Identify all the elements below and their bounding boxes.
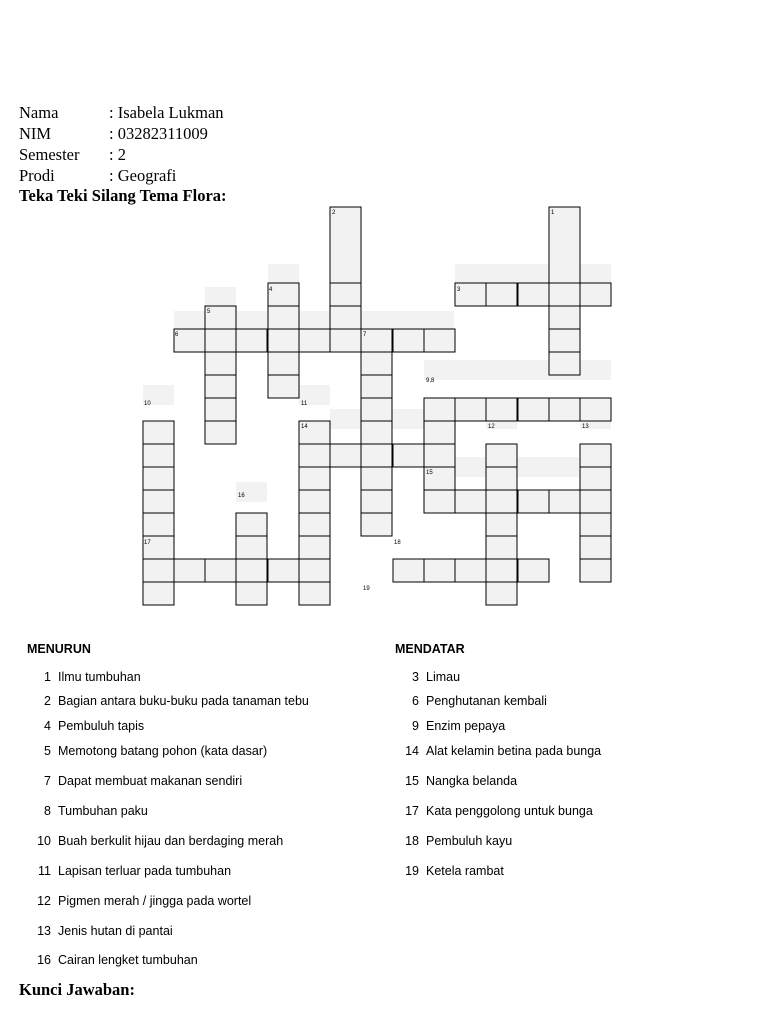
- menurun-title: MENURUN: [27, 642, 91, 656]
- grid-cell[interactable]: [580, 444, 611, 467]
- grid-number-13: 13: [582, 424, 589, 430]
- grid-number-2: 2: [332, 210, 336, 216]
- grid-cell[interactable]: [268, 329, 299, 352]
- grid-cell[interactable]: [580, 513, 611, 536]
- grid-cell[interactable]: [205, 421, 236, 444]
- grid-cell[interactable]: [486, 536, 517, 559]
- grid-cell[interactable]: [205, 398, 236, 421]
- grid-cell[interactable]: [299, 490, 330, 513]
- answer-key-heading: Kunci Jawaban:: [19, 980, 135, 999]
- clue-text: Jenis hutan di pantai: [58, 924, 173, 938]
- clue-text: Pigmen merah / jingga pada wortel: [58, 894, 252, 908]
- clue-number: 12: [37, 894, 51, 908]
- grid-cell[interactable]: [486, 467, 517, 490]
- grid-cell[interactable]: [424, 444, 455, 467]
- grid-cell[interactable]: [424, 329, 455, 352]
- grid-cell[interactable]: [299, 536, 330, 559]
- grid-cell[interactable]: [299, 329, 330, 352]
- clue-text: Buah berkulit hijau dan berdaging merah: [58, 834, 284, 848]
- grid-cell[interactable]: [549, 329, 580, 352]
- grid-cell[interactable]: [580, 490, 611, 513]
- clue-text: Ilmu tumbuhan: [58, 670, 141, 684]
- grid-cell[interactable]: [361, 513, 392, 536]
- clue-text: Pembuluh kayu: [426, 834, 513, 848]
- clue-text: Memotong batang pohon (kata dasar): [58, 744, 268, 758]
- grid-cell[interactable]: [361, 398, 392, 421]
- clue-number: 16: [37, 953, 51, 967]
- clue-number: 14: [405, 744, 419, 758]
- clue-text: Bagian antara buku-buku pada tanaman tebu: [58, 694, 309, 708]
- grid-cell[interactable]: [361, 421, 392, 444]
- nim-value: : 03282311009: [109, 124, 208, 143]
- grid-number-15: 15: [426, 470, 433, 476]
- grid-cell[interactable]: [518, 283, 549, 306]
- clue-number: 17: [405, 804, 419, 818]
- grid-number-5: 5: [207, 309, 211, 315]
- clue-number: 9: [412, 719, 419, 733]
- grid-number-4: 4: [269, 287, 273, 293]
- grid-cell[interactable]: [361, 352, 392, 375]
- grid-cell[interactable]: [486, 444, 517, 467]
- grid-cell[interactable]: [580, 559, 611, 582]
- grid-cell[interactable]: [268, 283, 299, 306]
- grid-cell[interactable]: [486, 490, 517, 513]
- clue-number: 3: [412, 670, 419, 684]
- clue-number: 7: [44, 774, 51, 788]
- grid-cell[interactable]: [549, 207, 580, 283]
- prodi-value: : Geografi: [109, 166, 177, 185]
- grid-cell[interactable]: [518, 559, 549, 582]
- grid-cell[interactable]: [393, 559, 424, 582]
- grid-cell[interactable]: [143, 582, 174, 605]
- nim-label: NIM: [19, 124, 52, 143]
- clue-number: 10: [37, 834, 51, 848]
- clue-number: 4: [44, 719, 51, 733]
- grid-cell[interactable]: [268, 352, 299, 375]
- grid-cell[interactable]: [455, 559, 486, 582]
- grid-cell[interactable]: [143, 421, 174, 444]
- clue-number: 18: [405, 834, 419, 848]
- grid-cell[interactable]: [299, 559, 330, 582]
- grid-cell[interactable]: [143, 444, 174, 467]
- grid-cell[interactable]: [236, 559, 267, 582]
- grid-cell[interactable]: [330, 207, 361, 283]
- grid-number-17: 17: [144, 540, 151, 546]
- grid-cell[interactable]: [486, 582, 517, 605]
- clue-number: 2: [44, 694, 51, 708]
- clue-number: 1: [44, 670, 51, 684]
- grid-cell[interactable]: [549, 283, 580, 306]
- grid-cell[interactable]: [486, 283, 517, 306]
- grid-cell[interactable]: [299, 582, 330, 605]
- grid-cell[interactable]: [236, 513, 267, 536]
- grid-number-19: 19: [363, 586, 370, 592]
- grid-cell[interactable]: [143, 490, 174, 513]
- nama-label: Nama: [19, 103, 59, 122]
- semester-value: : 2: [109, 145, 126, 164]
- clue-number: 15: [405, 774, 419, 788]
- grid-cell[interactable]: [268, 306, 299, 329]
- grid-cell[interactable]: [424, 490, 455, 513]
- grid-cell[interactable]: [205, 559, 236, 582]
- grid-cell[interactable]: [205, 352, 236, 375]
- grid-cell[interactable]: [580, 467, 611, 490]
- grid-cell[interactable]: [549, 398, 580, 421]
- grid-cell[interactable]: [393, 329, 424, 352]
- grid-cell[interactable]: [268, 375, 299, 398]
- grid-cell[interactable]: [268, 559, 299, 582]
- clue-number: 13: [37, 924, 51, 938]
- grid-cell[interactable]: [518, 490, 549, 513]
- grid-cell[interactable]: [549, 306, 580, 329]
- grid-number-1: 1: [551, 210, 555, 216]
- semester-label: Semester: [19, 145, 80, 164]
- grid-cell[interactable]: [486, 398, 517, 421]
- clue-text: Enzim pepaya: [426, 719, 506, 733]
- clue-text: Kata penggolong untuk bunga: [426, 804, 593, 818]
- grid-cell[interactable]: [361, 467, 392, 490]
- grid-cell[interactable]: [143, 559, 174, 582]
- clue-number: 5: [44, 744, 51, 758]
- clue-text: Lapisan terluar pada tumbuhan: [58, 864, 232, 878]
- grid-cell[interactable]: [549, 490, 580, 513]
- mendatar-title: MENDATAR: [395, 642, 465, 656]
- grid-cell[interactable]: [580, 536, 611, 559]
- clue-text: Alat kelamin betina pada bunga: [426, 744, 602, 758]
- grid-cell[interactable]: [143, 467, 174, 490]
- clue-text: Nangka belanda: [426, 774, 518, 788]
- grid-cell[interactable]: [174, 329, 205, 352]
- page-title: Teka Teki Silang Tema Flora:: [19, 186, 227, 205]
- clue-text: Limau: [426, 670, 461, 684]
- grid-number-3: 3: [457, 287, 461, 293]
- grid-cell[interactable]: [361, 444, 392, 467]
- grid-cell[interactable]: [424, 398, 455, 421]
- prodi-label: Prodi: [19, 166, 55, 185]
- grid-cell[interactable]: [580, 398, 611, 421]
- grid-cell[interactable]: [236, 536, 267, 559]
- grid-cell[interactable]: [174, 559, 205, 582]
- clue-number: 8: [44, 804, 51, 818]
- clue-text: Tumbuhan paku: [58, 804, 148, 818]
- clue-text: Dapat membuat makanan sendiri: [58, 774, 243, 788]
- grid-cell[interactable]: [424, 421, 455, 444]
- grid-cell[interactable]: [518, 398, 549, 421]
- grid-number-12: 12: [488, 424, 495, 430]
- grid-number-16: 16: [238, 493, 245, 499]
- grid-cell[interactable]: [393, 444, 424, 467]
- grid-cell[interactable]: [580, 283, 611, 306]
- clue-text: Ketela rambat: [426, 864, 504, 878]
- grid-cell[interactable]: [143, 513, 174, 536]
- grid-cell[interactable]: [455, 398, 486, 421]
- grid-cell[interactable]: [486, 513, 517, 536]
- grid-cell[interactable]: [299, 444, 330, 467]
- clue-number: 6: [412, 694, 419, 708]
- clue-number: 19: [405, 864, 419, 878]
- grid-cell[interactable]: [205, 329, 236, 352]
- grid-number-18: 18: [394, 540, 401, 546]
- grid-cell[interactable]: [330, 329, 361, 352]
- grid-cell[interactable]: [549, 352, 580, 375]
- grid-number-14: 14: [301, 424, 308, 430]
- clue-text: Cairan lengket tumbuhan: [58, 953, 198, 967]
- grid-cell[interactable]: [236, 329, 267, 352]
- grid-cell[interactable]: [424, 559, 455, 582]
- grid-cell[interactable]: [299, 467, 330, 490]
- grid-number-9-8: 9,8: [426, 378, 435, 384]
- clue-number: 11: [38, 864, 51, 878]
- clue-text: Penghutanan kembali: [426, 694, 547, 708]
- grid-cell[interactable]: [455, 490, 486, 513]
- nama-value: : Isabela Lukman: [109, 103, 224, 122]
- grid-number-6: 6: [175, 332, 179, 338]
- grid-number-10: 10: [144, 401, 151, 407]
- grid-cell[interactable]: [330, 283, 361, 306]
- grid-number-11: 11: [301, 401, 308, 407]
- grid-cell[interactable]: [236, 582, 267, 605]
- grid-cell[interactable]: [205, 375, 236, 398]
- grid-cell[interactable]: [361, 375, 392, 398]
- grid-cell[interactable]: [486, 559, 517, 582]
- grid-cell[interactable]: [299, 513, 330, 536]
- grid-number-7: 7: [363, 332, 367, 338]
- grid-cell[interactable]: [361, 490, 392, 513]
- clue-text: Pembuluh tapis: [58, 719, 145, 733]
- grid-cell[interactable]: [330, 306, 361, 329]
- grid-cell[interactable]: [330, 444, 361, 467]
